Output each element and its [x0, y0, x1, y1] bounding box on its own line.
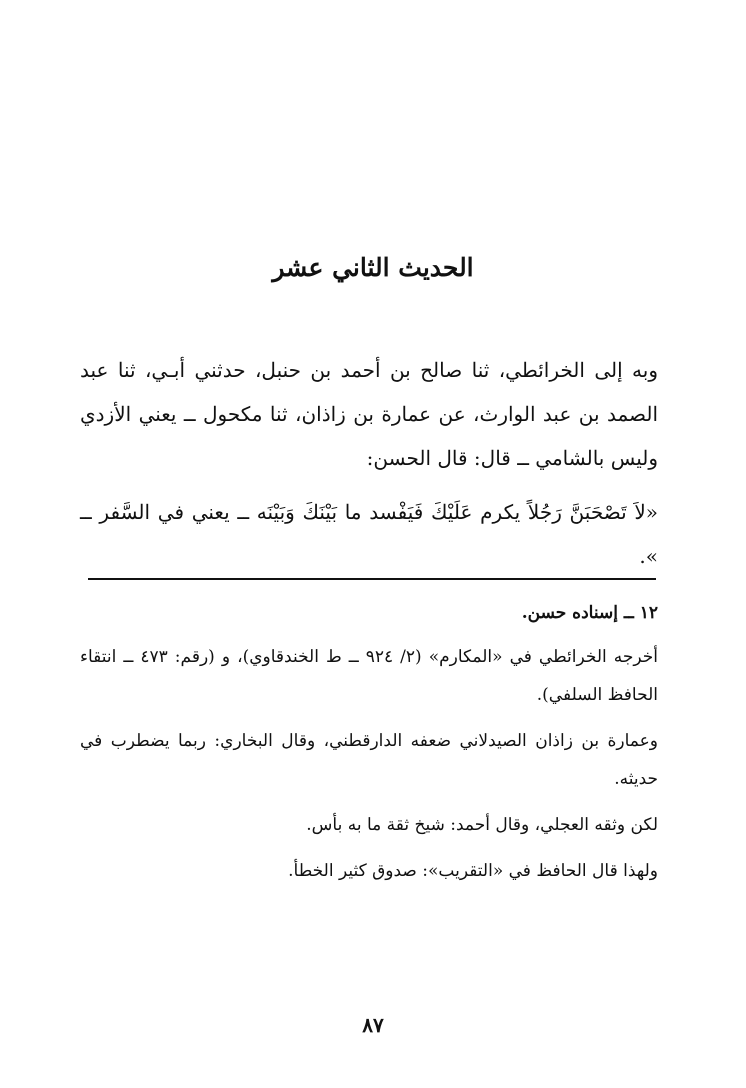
- footnote-paragraph: لكن وثقه العجلي، وقال أحمد: شيخ ثقة ما به بأس.: [306, 815, 658, 835]
- matn-paragraph: «لاَ تَصْحَبَنَّ رَجُلاً يكرم عَلَيْكَ فَيَفْسد ما بَيْنَكَ وَبَيْنَه ــ يعني في السَّفر ــ ».: [80, 500, 658, 568]
- isnad-paragraph: وبه إلى الخرائطي، ثنا صالح بن أحمد بن حنبل، حدثني أبـي، ثنا عبد الصمد بن عبد الوارث، عن عمارة بن زاذان، ثنا مكحول ــ يعني الأزدي وليس بالشامي ــ قال: قال الحسن:: [80, 358, 658, 470]
- footnote-heading: ١٢ ــ إسناده حسن.: [521, 603, 658, 623]
- main-text: [80, 348, 658, 578]
- footnote-paragraph: ولهذا قال الحافظ في «التقريب»: صدوق كثير الخطأ.: [288, 861, 658, 881]
- chapter-title: الحديث الثاني عشر: [272, 253, 474, 282]
- footnotes: [80, 594, 658, 898]
- footnote-paragraph: أخرجه الخرائطي في «المكارم» (٢/ ٩٢٤ ــ ط الخندقاوي)، و (رقم: ٤٧٣ ــ انتقاء الحافظ السلفي).: [80, 647, 658, 705]
- page-number: ٨٧: [362, 1013, 384, 1037]
- footnote-divider: [88, 578, 656, 580]
- footnote-paragraph: وعمارة بن زاذان الصيدلاني ضعفه الدارقطني، وقال البخاري: ربما يضطرب في حديثه.: [80, 731, 658, 789]
